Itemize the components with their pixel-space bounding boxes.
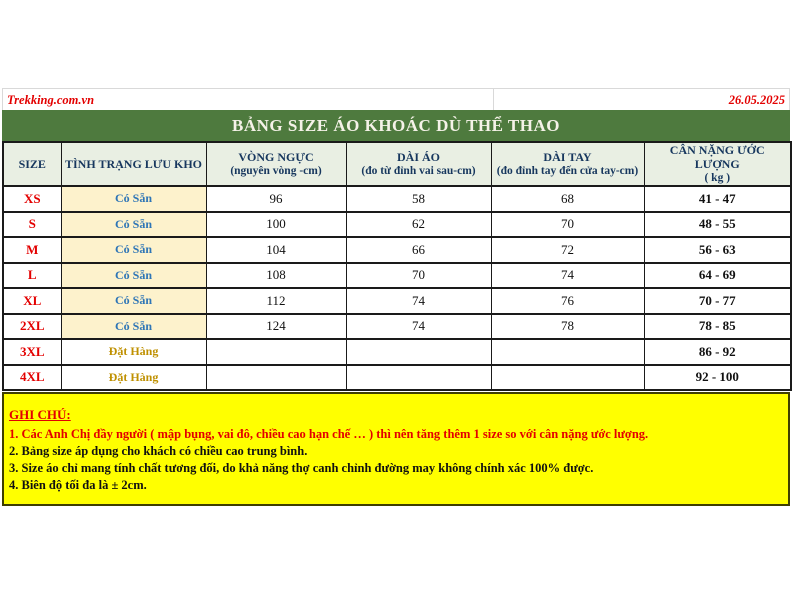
col-header-size-label: SIZE <box>18 157 46 171</box>
notes-box <box>2 392 790 506</box>
weight-cell: 41 - 47 <box>644 186 791 212</box>
size-cell: S <box>3 212 61 238</box>
sheet-content <box>2 88 790 506</box>
length-cell <box>346 365 491 391</box>
length-cell: 58 <box>346 186 491 212</box>
chest-cell: 108 <box>206 263 346 289</box>
length-cell: 62 <box>346 212 491 238</box>
chest-cell <box>206 365 346 391</box>
header-row <box>3 142 791 186</box>
size-cell: M <box>3 237 61 263</box>
size-row-4xl <box>3 365 791 391</box>
size-row-s <box>3 212 791 238</box>
stock-status-cell: Có Sẵn <box>61 212 206 238</box>
info-bar <box>2 88 790 110</box>
chest-cell: 124 <box>206 314 346 340</box>
col-header-size <box>3 142 61 186</box>
stock-status-cell: Có Sẵn <box>61 314 206 340</box>
length-cell: 66 <box>346 237 491 263</box>
size-row-xs <box>3 186 791 212</box>
stock-status-cell: Đặt Hàng <box>61 339 206 365</box>
col-header-sleeve <box>491 142 644 186</box>
weight-cell: 64 - 69 <box>644 263 791 289</box>
size-row-xl <box>3 288 791 314</box>
chest-cell: 104 <box>206 237 346 263</box>
size-cell: 2XL <box>3 314 61 340</box>
sleeve-cell <box>491 339 644 365</box>
length-cell <box>346 339 491 365</box>
date-label: 26.05.2025 <box>728 93 785 107</box>
col-header-length-label: DÀI ÁO <box>396 150 440 164</box>
size-cell: 4XL <box>3 365 61 391</box>
size-cell: XL <box>3 288 61 314</box>
size-cell: L <box>3 263 61 289</box>
chest-cell: 96 <box>206 186 346 212</box>
sleeve-cell: 72 <box>491 237 644 263</box>
weight-cell: 70 - 77 <box>644 288 791 314</box>
col-header-weight-sub: ( kg ) <box>704 172 731 184</box>
sleeve-cell: 68 <box>491 186 644 212</box>
table-title: BẢNG SIZE ÁO KHOÁC DÙ THỂ THAO <box>2 110 790 141</box>
col-header-stock-label: TÌNH TRẠNG LƯU KHO <box>64 157 202 171</box>
col-header-weight-label: CÂN NẶNG ƯỚC LƯỢNG <box>669 143 765 171</box>
size-row-l <box>3 263 791 289</box>
notes-heading: GHI CHÚ: <box>9 407 71 422</box>
stock-status-cell: Đặt Hàng <box>61 365 206 391</box>
size-table <box>2 141 792 391</box>
size-row-2xl <box>3 314 791 340</box>
note-item-1: 1. Các Anh Chị đầy người ( mập bụng, vai đô, chiều cao hạn chế … ) thì nên tăng thêm 1 size so với cân nặng ước lượng. <box>9 427 649 441</box>
note-item-3: 3. Size áo chỉ mang tính chất tương đối, do khả năng thợ canh chỉnh đường may không chính xác 100% được. <box>9 461 594 475</box>
sleeve-cell: 78 <box>491 314 644 340</box>
note-item-2: 2. Bảng size áp dụng cho khách có chiều cao trung bình. <box>9 444 308 458</box>
size-cell: XS <box>3 186 61 212</box>
col-header-chest <box>206 142 346 186</box>
length-cell: 74 <box>346 314 491 340</box>
col-header-chest-label: VÒNG NGỰC <box>238 150 314 164</box>
stock-status-cell: Có Sẵn <box>61 263 206 289</box>
col-header-chest-sub: (nguyên vòng -cm) <box>230 165 322 177</box>
chest-cell <box>206 339 346 365</box>
chest-cell: 100 <box>206 212 346 238</box>
col-header-stock <box>61 142 206 186</box>
weight-cell: 48 - 55 <box>644 212 791 238</box>
sleeve-cell <box>491 365 644 391</box>
stock-status-cell: Có Sẵn <box>61 186 206 212</box>
size-cell: 3XL <box>3 339 61 365</box>
col-header-weight <box>644 142 791 186</box>
note-item-4: 4. Biên độ tối đa là ± 2cm. <box>9 478 147 492</box>
length-cell: 74 <box>346 288 491 314</box>
weight-cell: 86 - 92 <box>644 339 791 365</box>
col-header-length-sub: (đo từ đỉnh vai sau-cm) <box>361 165 476 177</box>
col-header-sleeve-sub: (đo đỉnh tay đến cửa tay-cm) <box>496 165 639 177</box>
weight-cell: 56 - 63 <box>644 237 791 263</box>
site-name: Trekking.com.vn <box>3 89 494 110</box>
sleeve-cell: 76 <box>491 288 644 314</box>
sleeve-cell: 70 <box>491 212 644 238</box>
stock-status-cell: Có Sẵn <box>61 288 206 314</box>
chest-cell: 112 <box>206 288 346 314</box>
col-header-length <box>346 142 491 186</box>
weight-cell: 92 - 100 <box>644 365 791 391</box>
stock-status-cell: Có Sẵn <box>61 237 206 263</box>
sleeve-cell: 74 <box>491 263 644 289</box>
col-header-sleeve-label: DÀI TAY <box>543 150 592 164</box>
weight-cell: 78 - 85 <box>644 314 791 340</box>
size-row-3xl <box>3 339 791 365</box>
length-cell: 70 <box>346 263 491 289</box>
size-row-m <box>3 237 791 263</box>
